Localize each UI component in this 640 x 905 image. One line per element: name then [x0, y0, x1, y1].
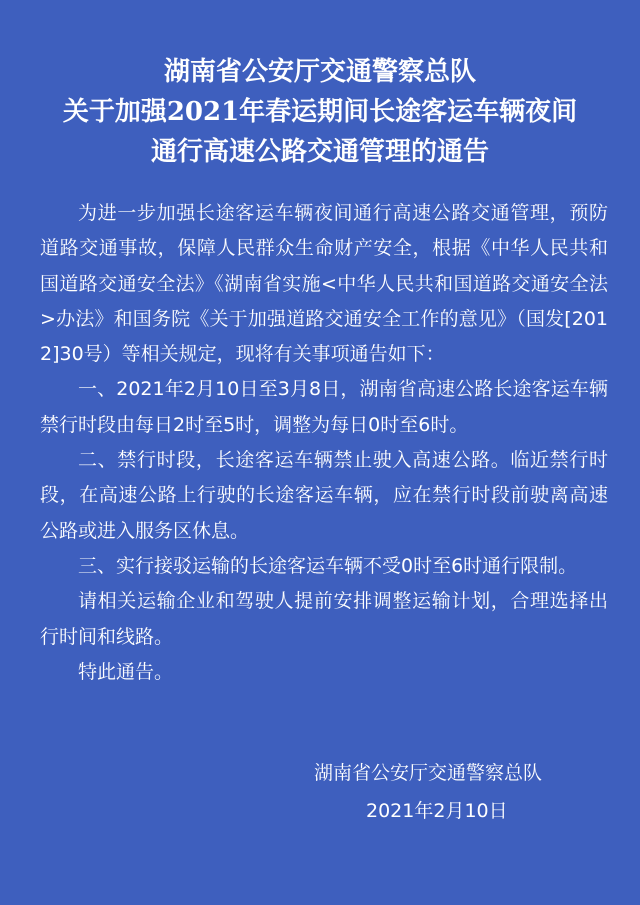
paragraph-request: 请相关运输企业和驾驶人提前安排调整运输计划，合理选择出行时间和线路。 [40, 590, 608, 648]
paragraph-intro: 为进一步加强长途客运车辆夜间通行高速公路交通管理，预防道路交通事故，保障人民群众生命财产安全，根据《中华人民共和国道路交通安全法》《湖南省实施<中华人民共和国道路交通安全法>办法》和国务院《关于加强道路交通安全工作的意见》（国发[2012]30号）等相关规定，现将有关事项通告如下： [40, 202, 608, 366]
paragraph-closing: 特此通告。 [78, 660, 174, 683]
signature-date: 2021年2月10日 [366, 800, 508, 822]
paragraph-item-3: 三、实行接驳运输的长途客运车辆不受0时至6时通行限制。 [78, 554, 578, 577]
title-line-2: 关于加强2021年春运期间长途客运车辆夜间 [62, 97, 578, 127]
title-line-1: 湖南省公安厅交通警察总队 [163, 57, 476, 87]
notice-title [0, 52, 640, 172]
signature-organization: 湖南省公安厅交通警察总队 [314, 762, 543, 784]
title-line-3: 通行高速公路交通管理的通告 [150, 137, 489, 167]
notice-body [40, 196, 608, 690]
paragraph-item-1: 一、2021年2月10日至3月8日，湖南省高速公路长途客运车辆禁行时段由每日2时至5时，调整为每日0时至6时。 [40, 378, 608, 436]
paragraph-item-2: 二、禁行时段，长途客运车辆禁止驶入高速公路。临近禁行时段，在高速公路上行驶的长途客运车辆，应在禁行时段前驶离高速公路或进入服务区休息。 [40, 449, 608, 542]
